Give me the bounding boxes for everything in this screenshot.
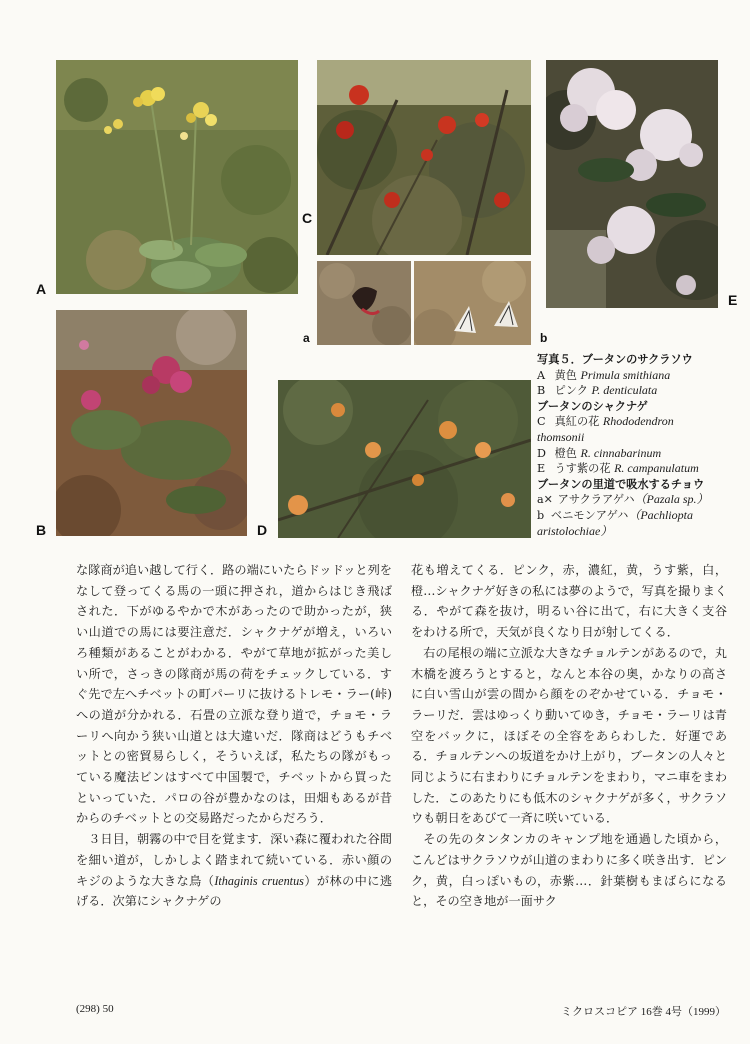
- photo-c-crimson-rhododendron: [317, 60, 531, 255]
- photo-e-pale-rhododendron: [546, 60, 718, 308]
- caption-butterfly-title: ブータンの里道で吸水するチョウ: [537, 477, 705, 491]
- right-paragraph-1: 花も増えてくる．ピンク，赤，濃紅，黄，うす紫，白，橙…シャクナゲ好きの私には夢のようで，写真を撮りまくる．やがて森を抜け，明るい谷に出て，右に大きく支谷をわける所で，天気が良くなり日が射してくる．: [411, 563, 728, 640]
- caption-butterfly-a: a✕ アサクラアゲハ（Pazala sp.）: [537, 492, 709, 507]
- photo-b-label: B: [36, 522, 47, 538]
- caption-primula-a: A 黄色 Primula smithiana: [537, 367, 671, 382]
- left-paragraph-1: な隊商が追い越して行く．路の端にいたらドッドッと列をなして登ってくる馬の一頭に押され，道からはじき飛ばされた．下がゆるやかで木があったので助かったが，狭い山道での馬には要注意だ．シャクナゲが増え，いろいろ種類があることがわかる．やがて草地が拡がった美しい所で，さっきの隊商が馬の荷をチェックしている．すぐ先で左へチベットの町パーリに抜けるトレモ・ラー(峠)への道が分かれる．石畳の立派な登り道で，チョモ・ラーリへ向かう狭い山道とは大違いだ．隊商はどうもチベットとの密貿易らしく，そういえば，私たちの隊がもっている魔法ビンはすべて中国製で，チベットから買ったといっていた．パロの谷が豊かなのは，田畑もあるが昔からのチベットとの交易路だったからだろう．: [76, 563, 393, 826]
- photo-caption: [537, 352, 747, 539]
- caption-rhodo-c-cont: thomsonii: [537, 429, 585, 444]
- photo-sub-a-butterfly: [317, 261, 411, 345]
- left-paragraph-2: ３日目，朝霧の中で目を覚ます．深い森に覆われた谷間を細い道が，しかしよく踏まれて続いている．赤い顔のキジのような大きな鳥（Ithaginis cruentus）が林の中に逃げる．次第にシャクナゲの: [76, 832, 393, 909]
- body-right-column: [411, 560, 727, 912]
- caption-butterfly-b: b ベニモンアゲハ（Pachliopta: [537, 507, 693, 522]
- caption-rhodo-d: D 橙色 R. cinnabarinum: [537, 445, 662, 460]
- photo-a-yellow-primula: [56, 60, 298, 294]
- photo-d-label: D: [257, 522, 268, 538]
- photo-b-pink-primula: [56, 310, 247, 536]
- photo-d-orange-rhododendron: [278, 380, 531, 538]
- photo-e-label: E: [728, 292, 738, 308]
- body-left-column: [76, 560, 392, 912]
- caption-butterfly-b-cont: aristolochiae）: [537, 523, 613, 538]
- photo-sub-b-butterflies: [414, 261, 531, 345]
- photo-a-label: A: [36, 281, 47, 297]
- page-number: (298) 50: [76, 1003, 114, 1015]
- caption-primula-b: B ピンク P. denticulata: [537, 383, 658, 398]
- caption-rhodo-c: C 真紅の花 Rhododendron: [537, 414, 674, 429]
- photo-c-label: C: [302, 210, 313, 226]
- caption-rhodo-e: E うす紫の花 R. campanulatum: [537, 461, 699, 476]
- photo-sub-a-label: a: [303, 331, 310, 345]
- photo-sub-b-label: b: [540, 331, 548, 345]
- journal-citation: ミクロスコピア 16巻 4号（1999）: [561, 1006, 726, 1018]
- right-paragraph-3: その先のタンタンカのキャンプ地を通過した頃から，こんどはサクラソウが山道のまわりに多く咲き出す．ピンク，黄，白っぽいもの，赤紫…．針葉樹もまばらになると，その空き地が一面サク: [411, 832, 728, 909]
- caption-title: 写真５．ブータンのサクラソウ: [537, 353, 693, 366]
- cross-mark-icon: ✕: [543, 493, 554, 507]
- right-paragraph-2: 右の尾根の端に立派な大きなチョルテンがあるので，丸木橋を渡ろうとすると，なんと本谷の奥，かなりの高さに白い雪山が雲の間から顔をのぞかせている．チョモ・ラーリだ．雲はゆっくり動いてゆき，チョモ・ラーリは青空をバックに，ほぼその全容をあらわした．好運である．チョルテンへの坂道をかけ上がり，ブータンの人々と同じように右まわりにチョルテンをまわり，マニ車をまわした．このあたりにも低木のシャクナゲが多く，サクラソウも朝日をあびて一斉に咲いている．: [411, 645, 728, 826]
- caption-rhododendron-title: ブータンのシャクナゲ: [537, 399, 648, 413]
